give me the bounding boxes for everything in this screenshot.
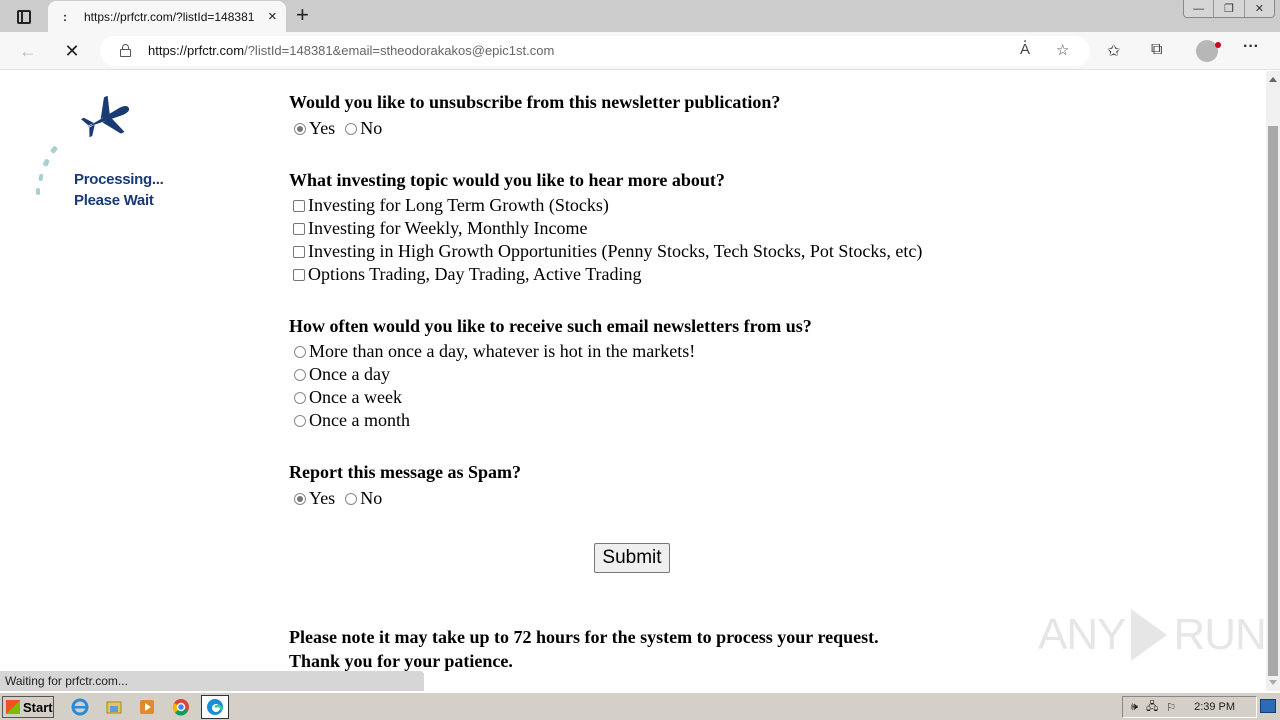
play-logo-icon [1131, 609, 1167, 661]
question-label: What investing topic would you like to hear more about? [289, 170, 725, 190]
favorites-icon[interactable]: ✩ [1107, 43, 1121, 60]
unsubscribe-yes-option[interactable]: Yes [289, 117, 335, 140]
spam-no-radio[interactable] [345, 493, 357, 505]
tab-actions-icon [17, 10, 31, 24]
topic-option[interactable]: Investing for Weekly, Monthly Income [289, 217, 922, 240]
spam-yes-option[interactable]: Yes [289, 487, 335, 510]
frequency-option[interactable]: More than once a day, whatever is hot in the markets! [289, 340, 922, 363]
frequency-radio[interactable] [294, 369, 306, 381]
topic-checkbox[interactable] [293, 269, 305, 281]
spam-no-option[interactable]: No [341, 487, 382, 510]
note-line-1: Please note it may take up to 72 hours for the system to process your request. [289, 627, 879, 647]
address-bar[interactable] [100, 36, 1090, 66]
unsubscribe-no-option[interactable]: No [341, 117, 382, 140]
frequency-radio[interactable] [294, 415, 306, 427]
topic-checkbox[interactable] [293, 200, 305, 212]
restore-button[interactable]: ❐ [1214, 0, 1244, 17]
vertical-scrollbar[interactable] [1266, 71, 1280, 691]
question-frequency [289, 315, 922, 432]
edge-icon[interactable] [201, 695, 229, 719]
start-button[interactable]: Start [2, 696, 54, 718]
topic-option[interactable]: Investing in High Growth Opportunities (Penny Stocks, Tech Stocks, Pot Stocks, etc) [289, 240, 922, 263]
show-desktop-button[interactable] [1260, 699, 1276, 713]
network-icon[interactable]: 🖧 [1145, 700, 1159, 713]
tab-title: https://prfctr.com/?listId=148381 [84, 9, 255, 24]
frequency-radio[interactable] [294, 392, 306, 404]
windows-logo-icon [6, 700, 20, 714]
more-menu-icon[interactable]: ··· [1243, 38, 1259, 55]
question-label: Would you like to unsubscribe from this newsletter publication? [289, 92, 781, 112]
processing-note [289, 625, 879, 671]
frequency-option[interactable]: Once a month [289, 409, 922, 432]
processing-text: Processing... [74, 171, 164, 188]
taskbar [0, 692, 1280, 720]
page-content [0, 71, 1266, 671]
close-tab-icon[interactable]: × [268, 8, 277, 25]
note-line-2: Thank you for your patience. [289, 651, 513, 671]
system-tray [1122, 696, 1257, 718]
scroll-up-arrow-icon[interactable] [1269, 77, 1277, 82]
unsubscribe-form [289, 91, 922, 510]
volume-icon[interactable]: 🕪 [1131, 700, 1138, 713]
topic-option[interactable]: Options Trading, Day Trading, Active Trading [289, 263, 922, 286]
topic-option[interactable]: Investing for Long Term Growth (Stocks) [289, 194, 922, 217]
window-controls [1183, 0, 1275, 18]
add-favorite-icon[interactable]: ☆ [1056, 42, 1070, 59]
lock-icon[interactable] [120, 44, 131, 57]
processing-logo [30, 96, 180, 216]
submit-button[interactable]: Submit [594, 543, 670, 573]
clock[interactable]: 2:39 PM [1194, 701, 1236, 713]
action-center-flag-icon[interactable]: ⚐ [1166, 701, 1177, 714]
unsubscribe-yes-radio[interactable] [294, 123, 306, 135]
question-investing-topic [289, 169, 922, 286]
question-label: How often would you like to receive such email newsletters from us? [289, 316, 812, 336]
read-aloud-icon[interactable]: A᷾ [1020, 41, 1031, 58]
back-button[interactable]: ← [19, 41, 37, 61]
tab-bar [0, 0, 1280, 32]
loading-icon: : [63, 9, 67, 24]
status-bar: Waiting for prfctr.com... [0, 671, 424, 691]
topic-checkbox[interactable] [293, 246, 305, 258]
question-unsubscribe [289, 91, 922, 140]
internet-explorer-icon[interactable] [69, 697, 91, 717]
scroll-down-arrow-icon[interactable] [1269, 680, 1277, 685]
spam-yes-radio[interactable] [294, 493, 306, 505]
tab-actions-button[interactable] [10, 6, 38, 28]
profile-avatar[interactable] [1196, 40, 1218, 62]
collections-icon[interactable]: ⧉ [1151, 41, 1163, 58]
unsubscribe-no-radio[interactable] [345, 123, 357, 135]
topic-checkbox[interactable] [293, 223, 305, 235]
please-wait-text: Please Wait [74, 192, 154, 209]
media-player-icon[interactable] [136, 697, 158, 717]
frequency-option[interactable]: Once a day [289, 363, 922, 386]
close-window-button[interactable]: ✕ [1254, 3, 1264, 15]
question-label: Report this message as Spam? [289, 462, 521, 482]
scrollbar-thumb[interactable] [1268, 126, 1278, 676]
question-report-spam [289, 461, 922, 510]
file-explorer-icon[interactable] [103, 697, 125, 717]
browser-tab[interactable] [48, 1, 286, 32]
chrome-icon[interactable] [170, 697, 192, 717]
url-path: /?listId=148381&email=stheodorakakos@epic1st.com [244, 43, 555, 58]
frequency-radio[interactable] [294, 346, 306, 358]
url-text[interactable] [148, 43, 554, 58]
frequency-option[interactable]: Once a week [289, 386, 922, 409]
anyrun-watermark: ANY RUN [1038, 610, 1266, 659]
navigation-bar [0, 32, 1280, 70]
stop-loading-button[interactable]: ✕ [64, 41, 80, 61]
new-tab-button[interactable]: + [296, 2, 309, 27]
minimize-button[interactable]: — [1184, 0, 1214, 17]
url-host: https://prfctr.com [148, 43, 245, 58]
